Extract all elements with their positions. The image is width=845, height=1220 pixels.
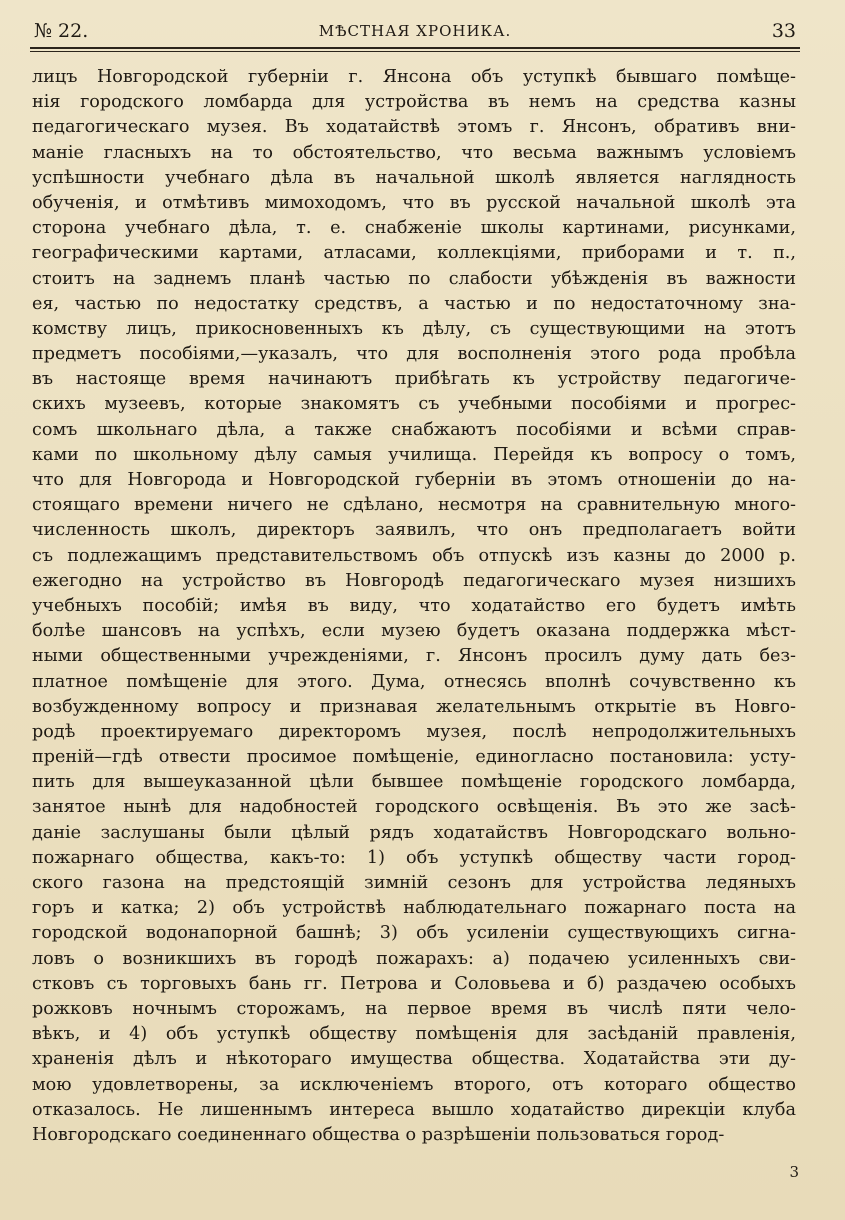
text-line: горъ и катка; 2) объ устройствѣ наблюдательнаго пожарнаго поста на — [32, 898, 796, 919]
text-line: родѣ проектируемаго директоромъ музея, послѣ непродолжительныхъ — [32, 721, 796, 742]
text-line: возбужденному вопросу и признавая желательнымъ открытіе въ Новго- — [32, 696, 796, 717]
text-line: скихъ музеевъ, которые знакомятъ съ учебными пособіями и прогрес- — [32, 394, 796, 415]
text-line: обученія, и отмѣтивъ мимоходомъ, что въ русской начальной школѣ эта — [32, 192, 796, 213]
text-line: Новгородскаго соединеннаго общества о разрѣшеніи пользоваться город- — [32, 1124, 725, 1145]
text-line: сторона учебнаго дѣла, т. е. снабженіе школы картинами, рисунками, — [32, 218, 796, 239]
text-line: сомъ школьнаго дѣла, а также снабжаютъ пособіями и всѣми справ- — [32, 419, 796, 440]
text-line: рожковъ ночнымъ сторожамъ, на первое время въ числѣ пяти чело- — [32, 998, 796, 1019]
text-line: педагогическаго музея. Въ ходатайствѣ этомъ г. Янсонъ, обративъ вни- — [32, 117, 796, 138]
body-text — [32, 65, 796, 1148]
text-line: ловъ о возникшихъ въ городѣ пожарахъ: а) подачею усиленныхъ сви- — [32, 948, 796, 969]
text-line: стоитъ на заднемъ планѣ частью по слабости убѣжденія въ важности — [32, 268, 796, 289]
text-line: ского газона на предстоящій зимній сезонъ для устройства ледяныхъ — [32, 873, 796, 893]
text-line: въ настояще время начинаютъ прибѣгать къ устройству педагогиче- — [32, 369, 796, 390]
text-line: стоящаго времени ничего не сдѣлано, несмотря на сравнительную много- — [32, 495, 796, 516]
text-line: стковъ съ торговыхъ бань гг. Петрова и Соловьева и б) раздачею особыхъ — [32, 973, 796, 994]
text-line: предметъ пособіями,—указалъ, что для восполненія этого рода пробѣла — [32, 344, 796, 365]
text-line: даніе заслушаны были цѣлый рядъ ходатайствъ Новгородскаго вольно- — [32, 822, 796, 843]
text-line: учебныхъ пособій; имѣя въ виду, что ходатайство его будетъ имѣть — [32, 595, 796, 616]
text-line: лицъ Новгородской губерніи г. Янсона объ уступкѣ бывшаго помѣще- — [32, 67, 796, 87]
text-line: вѣкъ, и 4) объ уступкѣ обществу помѣщенія для засѣданій правленія, — [32, 1024, 796, 1045]
text-line: занятое нынѣ для надобностей городского освѣщенія. Въ это же засѣ- — [32, 797, 796, 818]
text-line: географическими картами, атласами, коллекціями, приборами и т. п., — [32, 243, 796, 264]
text-line: что для Новгорода и Новгородской губерніи въ этомъ отношеніи до на- — [32, 470, 796, 490]
text-line: ками по школьному дѣлу самыя училища. Перейдя къ вопросу о томъ, — [32, 444, 796, 465]
running-header — [34, 20, 796, 46]
header-rule — [30, 47, 800, 52]
text-line: преній—гдѣ отвести просимое помѣщеніе, единогласно постановила: усту- — [32, 747, 796, 768]
text-line: ея, частью по недостатку средствъ, а частью и по недостаточному зна- — [32, 293, 796, 314]
text-line: комству лицъ, прикосновенныхъ къ дѣлу, съ существующими на этотъ — [32, 318, 796, 339]
issue-number: № 22. — [34, 20, 89, 42]
text-line: городской водонапорной башнѣ; 3) объ усиленіи существующихъ сигна- — [32, 923, 796, 944]
text-line: отказалось. Не лишеннымъ интереса вышло ходатайство дирекціи клуба — [32, 1099, 796, 1120]
text-line: болѣе шансовъ на успѣхъ, если музею будетъ оказана поддержка мѣст- — [32, 621, 796, 642]
text-line: мою удовлетворены, за исключеніемъ второго, отъ котораго общество — [32, 1074, 796, 1095]
text-line: храненія дѣлъ и нѣкотораго имущества общества. Ходатайства эти ду- — [32, 1049, 796, 1070]
text-line: успѣшности учебнаго дѣла въ начальной школѣ является наглядность — [32, 167, 796, 188]
text-line: численность школъ, директоръ заявилъ, что онъ предполагаетъ войти — [32, 520, 796, 541]
text-line: ежегодно на устройство въ Новгородѣ педагогическаго музея низшихъ — [32, 570, 796, 591]
signature-mark: 3 — [789, 1163, 799, 1181]
page-number: 33 — [771, 20, 796, 42]
text-line: пожарнаго общества, какъ-то: 1) объ уступкѣ обществу части город- — [32, 847, 796, 868]
section-title: МѢСТНАЯ ХРОНИКА. — [318, 22, 512, 40]
text-line: платное помѣщеніе для этого. Дума, отнесясь вполнѣ сочувственно къ — [32, 671, 796, 692]
text-line: съ подлежащимъ представительствомъ объ отпускѣ изъ казны до 2000 р. — [32, 545, 796, 566]
text-line: нія городского ломбарда для устройства въ немъ на средства казны — [32, 92, 796, 113]
text-line: пить для вышеуказанной цѣли бывшее помѣщеніе городского ломбарда, — [32, 772, 796, 793]
text-line: ными общественными учрежденіями, г. Янсонъ просилъ думу дать без- — [32, 646, 796, 667]
text-line: маніе гласныхъ на то обстоятельство, что весьма важнымъ условіемъ — [32, 142, 796, 163]
